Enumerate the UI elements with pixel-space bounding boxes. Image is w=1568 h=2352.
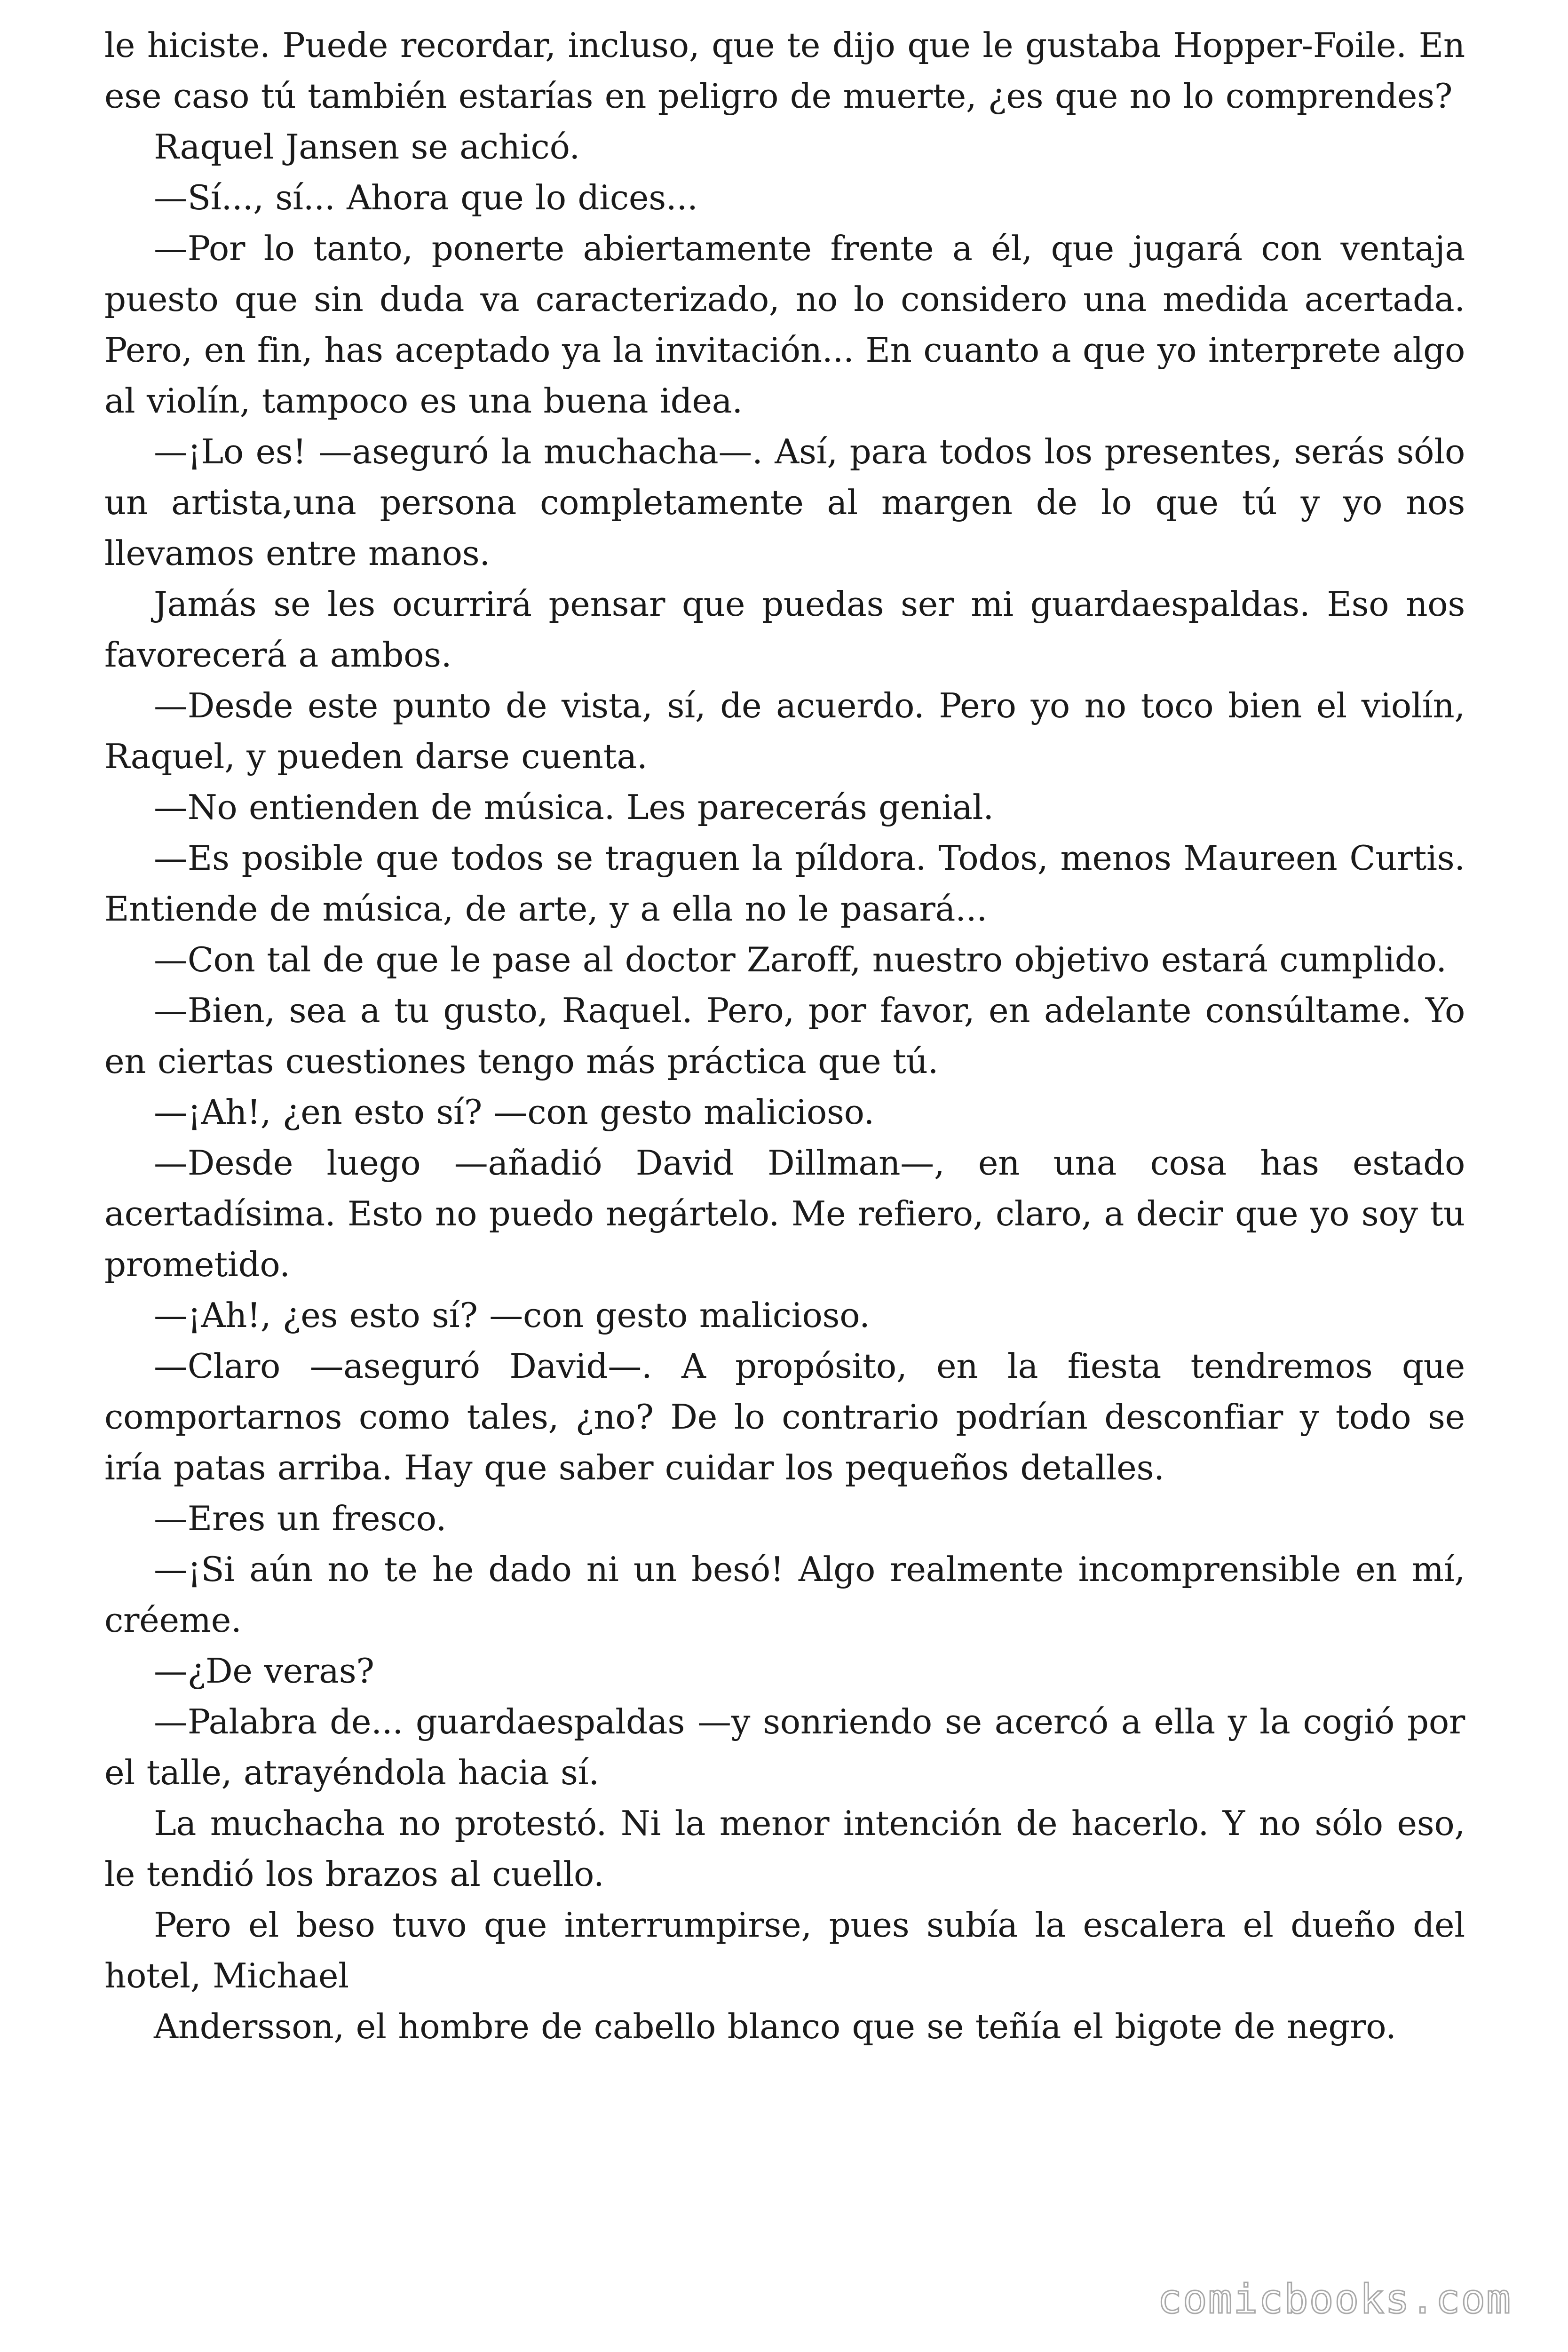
paragraph-20: La muchacha no protestó. Ni la menor intención de hacerlo. Y no sólo eso, le tendió los brazos al cuello.	[104, 1804, 1465, 1894]
paragraph-11: —Bien, sea a tu gusto, Raquel. Pero, por favor, en adelante consúltame. Yo en ciertas cuestiones tengo más práctica que tú.	[104, 991, 1465, 1081]
paragraph-18: —¿De veras?	[154, 1651, 374, 1691]
page-body	[104, 20, 1465, 2052]
paragraph-8: —No entienden de música. Les parecerás genial.	[154, 787, 994, 827]
paragraph-12: —¡Ah!, ¿en esto sí? —con gesto malicioso.	[154, 1092, 874, 1132]
paragraph-5: —¡Lo es! —aseguró la muchacha—. Así, para todos los presentes, serás sólo un artista,una persona completamente al margen de lo que tú y yo nos llevamos entre manos.	[104, 432, 1465, 573]
paragraph-22: Andersson, el hombre de cabello blanco que se teñía el bigote de negro.	[154, 2007, 1396, 2046]
paragraph-15: —Claro —aseguró David—. A propósito, en la fiesta tendremos que comportarnos como tales, ¿no? De lo contrario podrían desconfiar y todo se iría patas arriba. Hay que saber cuidar los pequeños detalles.	[104, 1346, 1465, 1487]
paragraph-3: —Sí..., sí... Ahora que lo dices...	[154, 178, 698, 217]
paragraph-16: —Eres un fresco.	[154, 1499, 447, 1538]
paragraph-6: Jamás se les ocurrirá pensar que puedas ser mi guardaespaldas. Eso nos favorecerá a ambos.	[104, 584, 1465, 675]
paragraph-4: —Por lo tanto, ponerte abiertamente frente a él, que jugará con ventaja puesto que sin duda va caracterizado, no lo considero una medida acertada. Pero, en fin, has aceptado ya la invitación... En cuanto a que yo interprete algo al violín, tampoco es una buena idea.	[104, 229, 1465, 421]
paragraph-14: —¡Ah!, ¿es esto sí? —con gesto malicioso.	[154, 1295, 870, 1335]
paragraph-19: —Palabra de... guardaespaldas —y sonriendo se acercó a ella y la cogió por el talle, atrayéndola hacia sí.	[104, 1702, 1465, 1792]
paragraph-10: —Con tal de que le pase al doctor Zaroff, nuestro objetivo estará cumplido.	[154, 940, 1447, 979]
paragraph-9: —Es posible que todos se traguen la píldora. Todos, menos Maureen Curtis. Entiende de música, de arte, y a ella no le pasará...	[104, 838, 1465, 929]
paragraph-17: —¡Si aún no te he dado ni un besó! Algo realmente incomprensible en mí, créeme.	[104, 1549, 1465, 1640]
paragraph-21: Pero el beso tuvo que interrumpirse, pues subía la escalera el dueño del hotel, Michael	[104, 1905, 1465, 1995]
paragraph-2: Raquel Jansen se achicó.	[154, 127, 580, 167]
watermark: comicbooks.com	[1157, 2276, 1512, 2323]
paragraph-7: —Desde este punto de vista, sí, de acuerdo. Pero yo no toco bien el violín, Raquel, y pueden darse cuenta.	[104, 686, 1465, 776]
paragraph-1: le hiciste. Puede recordar, incluso, que te dijo que le gustaba Hopper-Foile. En ese caso tú también estarías en peligro de muerte, ¿es que no lo comprendes?	[104, 25, 1465, 116]
paragraph-13: —Desde luego —añadió David Dillman—, en una cosa has estado acertadísima. Esto no puedo negártelo. Me refiero, claro, a decir que yo soy tu prometido.	[104, 1143, 1465, 1284]
